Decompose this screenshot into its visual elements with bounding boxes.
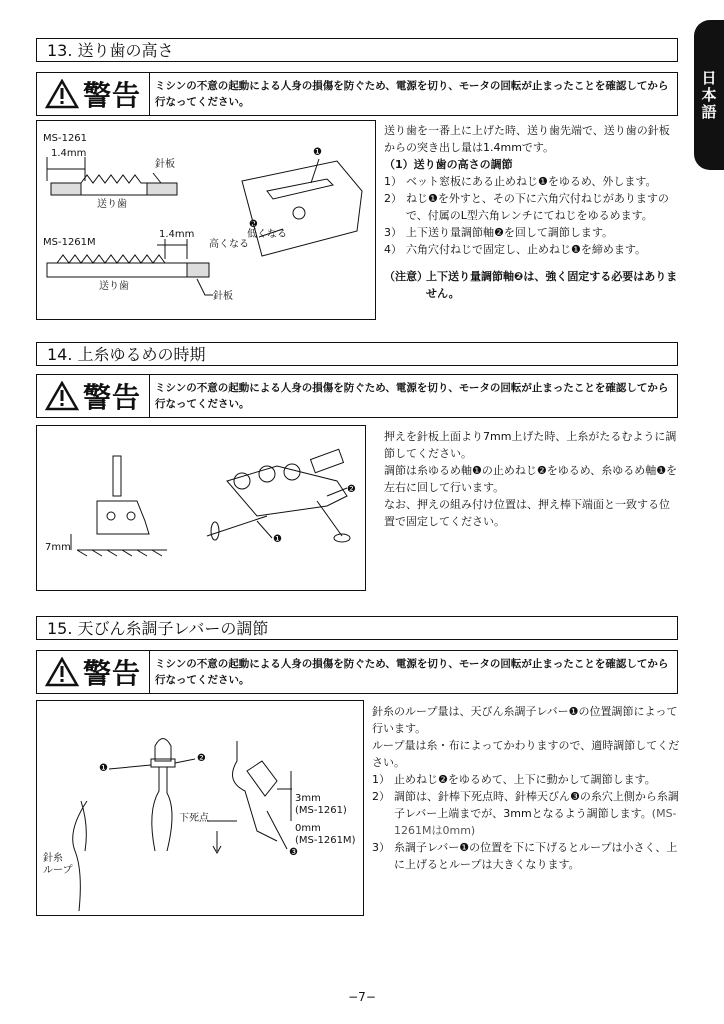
section-15-body <box>372 703 682 873</box>
warning-text: ミシンの不意の起動による人身の損傷を防ぐため、電源を切り、モータの回転が止まったことを確認してから行なってください。 <box>155 80 669 108</box>
section-14-body <box>384 428 680 530</box>
step-item: 2） ねじ❶を外すと、その下に六角穴付ねじがありますので、付属のL型六角レンチにてねじをゆるめます。 <box>384 192 669 222</box>
warning-word: 警告 <box>82 79 141 112</box>
callout-3: ❸ <box>289 847 298 858</box>
section-14-warning <box>36 374 678 418</box>
model-label-1: MS-1261 <box>43 133 88 144</box>
loop-label-1: 針糸 <box>43 853 63 864</box>
feed-dog-label-1: 送り歯 <box>97 199 127 210</box>
section-15-warning <box>36 650 678 694</box>
step-item: 4） 六角穴付ねじで固定し、止めねじ❶を締めます。 <box>384 243 646 256</box>
warning-text: ミシンの不意の起動による人身の損傷を防ぐため、電源を切り、モータの回転が止まったことを確認してから行なってください。 <box>155 382 669 410</box>
warning-text: ミシンの不意の起動による人身の損傷を防ぐため、電源を切り、モータの回転が止まったことを確認してから行なってください。 <box>155 658 669 686</box>
dimension-1: 3mm <box>295 793 321 804</box>
warning-triangle-icon <box>45 657 79 687</box>
intro-text: 送り歯を一番上に上げた時、送り歯先端で、送り歯の針板からの突き出し量は1.4mmです。 <box>384 124 670 154</box>
loop-label-2: ループ <box>43 865 73 876</box>
note: （注意） 上下送り量調節軸❷は、強く固定する必要はありません。 <box>384 270 678 300</box>
paragraph: ループ量は糸・布によってかわりますので、適時調節してください。 <box>372 739 680 769</box>
paragraph: 調節は糸ゆるめ軸❶の止めねじ❷をゆるめ、糸ゆるめ軸❶を左右に回して行います。 <box>384 464 678 494</box>
paragraph: 針糸のループ量は、天びん糸調子レバー❶の位置調節によって行います。 <box>372 705 678 735</box>
callout-2: ❷ <box>347 484 356 495</box>
needle-plate-label-1: 針板 <box>155 159 175 170</box>
subheading: （1）送り歯の高さの調節 <box>384 158 513 171</box>
step-item: 3） 糸調子レバー❶の位置を下に下げるとループは小さく、上に上げるとループは大きくなります。 <box>372 841 678 871</box>
thread-release-figure <box>36 425 366 591</box>
callout-1: ❶ <box>313 147 322 158</box>
feed-dog-figure <box>36 120 376 320</box>
warning-triangle-icon <box>45 79 79 109</box>
dimension-2: 0mm <box>295 823 321 834</box>
dimension-label-2: 1.4mm <box>159 229 195 240</box>
section-13-title: 13. 送り歯の高さ <box>36 38 678 62</box>
warning-word: 警告 <box>82 657 141 690</box>
callout-1: ❶ <box>273 534 282 545</box>
section-13-body <box>384 122 680 302</box>
thread-release-diagram <box>37 426 365 590</box>
callout-2: ❷ <box>197 753 206 764</box>
lower-label: 低くなる <box>247 229 287 240</box>
step-item: 1） 止めねじ❷をゆるめて、上下に動かして調節します。 <box>372 773 656 786</box>
section-13-warning <box>36 72 678 116</box>
step-item: 1） ベット窓板にある止めねじ❶をゆるめ、外します。 <box>384 175 657 188</box>
feed-dog-diagram <box>37 121 375 319</box>
step-item: 3） 上下送り量調節軸❷を回して調節します。 <box>384 226 613 239</box>
paragraph: なお、押えの組み付け位置は、押え棒下端面と一致する位置で固定してください。 <box>384 498 670 528</box>
model-label-2: MS-1261M <box>43 237 96 248</box>
page-number: −7− <box>348 990 376 1004</box>
higher-label: 高くなる <box>209 239 249 250</box>
take-up-lever-figure <box>36 700 364 916</box>
section-15-title: 15. 天びん糸調子レバーの調節 <box>36 616 678 640</box>
feed-dog-label-2: 送り歯 <box>99 281 129 292</box>
callout-1: ❶ <box>99 763 108 774</box>
step-item: 2） 調節は、針棒下死点時、針棒天びん❸の糸穴上側から糸調子レバー上端までが、3mmとなるよう調節します。(MS-1261Mは0mm) <box>372 790 679 837</box>
paragraph: 押えを針板上面より7mm上げた時、上糸がたるむように調節してください。 <box>384 430 677 460</box>
dimension-1-model: (MS-1261) <box>295 805 347 816</box>
callout-2: ❷ <box>249 219 258 230</box>
warning-triangle-icon <box>45 381 79 411</box>
dimension-2-model: (MS-1261M) <box>295 835 356 846</box>
warning-word: 警告 <box>82 381 141 414</box>
section-14-title: 14. 上糸ゆるめの時期 <box>36 342 678 366</box>
language-tab: 日本語 <box>694 20 724 170</box>
dimension-label: 7mm <box>45 542 71 553</box>
bottom-dead-center-label: 下死点 <box>179 813 209 824</box>
dimension-label-1: 1.4mm <box>51 148 87 159</box>
needle-plate-label-2: 針板 <box>213 291 233 302</box>
